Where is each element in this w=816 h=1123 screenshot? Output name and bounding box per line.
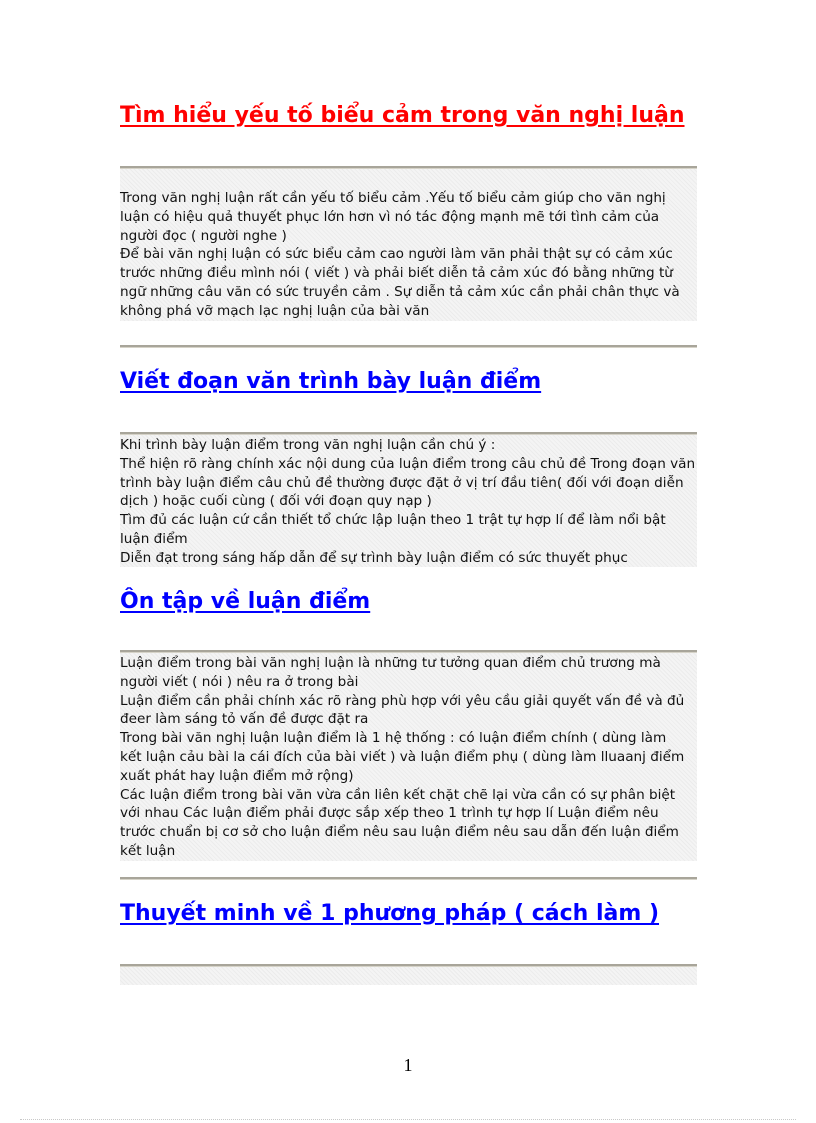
page-number: 1 [403, 1055, 413, 1075]
section-divider [120, 877, 697, 880]
paragraph: Để bài văn nghị luận có sức biểu cảm cao người làm văn phải thật sự có cảm xúc trước những điều mình nói ( viết ) và phải biết diễn tả cảm xúc đó bằng những từ ngữ những câu văn có sức truyền cảm . Sự diễn tả cảm xúc cần phải chân thực và không phá vỡ mạch lạc nghị luận của bài văn [120, 246, 680, 319]
section-body-bieu-cam [120, 189, 692, 321]
section-body-doan-van [120, 436, 697, 568]
paragraph: Trong bài văn nghị luận luận điểm là 1 hệ thống : có luận điểm chính ( dùng làm kết luận cảu bài la cái đích của bài viết ) và luận điểm phụ ( dùng làm lluaanj điểm xuất phát hay luận điểm mở rộng) [120, 730, 685, 784]
section-heading-thuyet-minh[interactable]: Thuyết minh về 1 phương pháp ( cách làm ) [120, 901, 660, 926]
section-body-on-tap [120, 654, 692, 861]
section-heading-doan-van[interactable]: Viết đoạn văn trình bày luận điểm [120, 369, 542, 394]
paragraph: Thể hiện rõ ràng chính xác nội dung của luận điểm trong câu chủ đề Trong đoạn văn trình bày luận điểm câu chủ đề thường được đặt ở vị trí đầu tiên( đối với đoạn diễn dịch ) hoặc cuối cùng ( đối với đoạn quy nạp ) [120, 455, 696, 510]
paragraph: Trong văn nghị luận rất cần yếu tố biểu cảm .Yếu tố biểu cảm giúp cho văn nghị luận có hiệu quả thuyết phục lớn hơn vì nó tác động mạnh mẽ tới tình cảm của người đọc ( người nghe ) [120, 190, 666, 244]
paragraph: Tìm đủ các luận cứ cần thiết tổ chức lập luận theo 1 trật tự hợp lí để làm nổi bật luận điểm [120, 512, 666, 547]
page-bottom-border [20, 1119, 796, 1120]
paragraph: Diễn đạt trong sáng hấp dẫn để sự trình bày luận điểm có sức thuyết phục [120, 549, 628, 566]
paragraph: Khi trình bày luận điểm trong văn nghị luận cần chú ý : [120, 437, 496, 453]
paragraph: Luận điểm trong bài văn nghị luận là những tư tưởng quan điểm chủ trương mà người viết ( nói ) nêu ra ở trong bài [120, 655, 661, 690]
paragraph: Luận điểm cần phải chính xác rõ ràng phù hợp với yêu cầu giải quyết vấn đề và đủ đeer làm sáng tỏ vấn đề được đặt ra [120, 692, 685, 728]
section-heading-on-tap[interactable]: Ôn tập về luận điểm [120, 589, 371, 614]
section-heading-bieu-cam[interactable]: Tìm hiểu yếu tố biểu cảm trong văn nghị luận [120, 103, 685, 128]
paragraph: Các luận điểm trong bài văn vừa cần liên kết chặt chẽ lại vừa cần có sự phân biệt với nhau Các luận điểm phải được sắp xếp theo 1 trình tự hợp lí Luận điểm nêu trước chuẩn bị cơ sở cho luận điểm nêu sau luận điểm nêu sau dẫn đến luận điểm kết luận [120, 786, 679, 859]
section-body-background [120, 967, 697, 985]
section-divider [120, 345, 697, 348]
